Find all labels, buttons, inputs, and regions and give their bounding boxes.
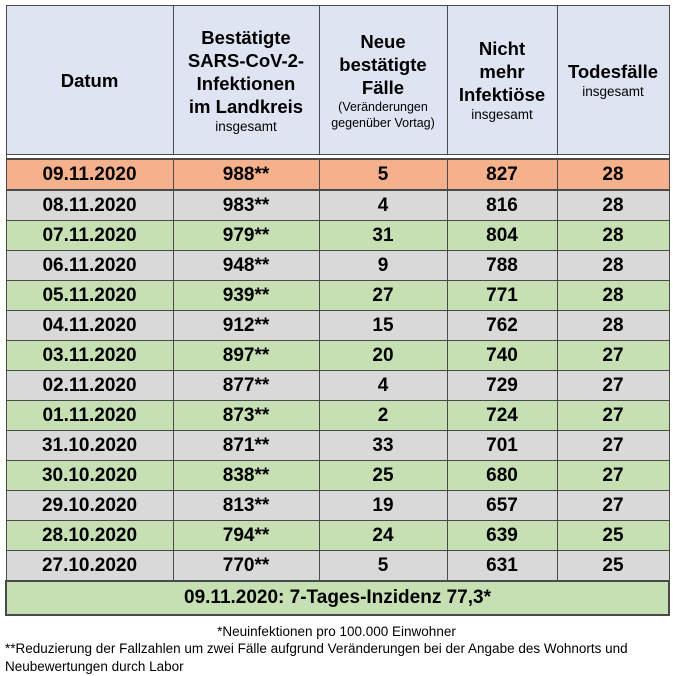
cell-bestaetigt: 897** <box>173 341 319 371</box>
header-neu-line: bestätigte <box>339 53 427 75</box>
cell-datum: 06.11.2020 <box>6 251 173 281</box>
cell-bestaetigt: 871** <box>173 431 319 461</box>
cell-datum: 02.11.2020 <box>6 371 173 401</box>
header-bestaetigt-line: Infektionen <box>196 72 296 94</box>
incidence-summary: 09.11.2020: 7-Tages-Inzidenz 77,3* <box>6 581 669 615</box>
footnote-reduction: **Reduzierung der Fallzahlen um zwei Fälle aufgrund Veränderungen bei der Angabe des Wohnorts und Neubewertungen durch Labor <box>5 641 628 674</box>
cell-tod: 28 <box>557 221 669 251</box>
cell-datum: 28.10.2020 <box>6 521 173 551</box>
cell-tod: 27 <box>557 401 669 431</box>
cell-nicht-mehr: 639 <box>447 521 557 551</box>
cell-neu: 33 <box>319 431 447 461</box>
cell-neu: 31 <box>319 221 447 251</box>
table-row <box>6 281 669 311</box>
header-datum-label: Datum <box>60 69 119 91</box>
cell-nicht-mehr: 729 <box>447 371 557 401</box>
cell-nicht-mehr: 827 <box>447 159 557 190</box>
cell-neu: 9 <box>319 251 447 281</box>
cell-bestaetigt: 988** <box>173 159 319 190</box>
header-bestaetigt-line: Bestätigte <box>201 26 291 48</box>
header-bestaetigt <box>173 6 319 155</box>
cell-nicht-mehr: 680 <box>447 461 557 491</box>
cell-neu: 4 <box>319 190 447 221</box>
cell-bestaetigt: 813** <box>173 491 319 521</box>
header-bestaetigt-sub: insgesamt <box>215 118 277 134</box>
header-row <box>6 6 669 155</box>
header-tod-label: Todesfälle <box>567 61 659 82</box>
cell-datum: 04.11.2020 <box>6 311 173 341</box>
cell-bestaetigt: 873** <box>173 401 319 431</box>
table-row <box>6 341 669 371</box>
table-row <box>6 491 669 521</box>
cell-tod: 28 <box>557 159 669 190</box>
table-row <box>6 431 669 461</box>
cell-datum: 30.10.2020 <box>6 461 173 491</box>
cell-datum: 08.11.2020 <box>6 190 173 221</box>
cell-datum: 29.10.2020 <box>6 491 173 521</box>
cell-neu: 5 <box>319 551 447 582</box>
cell-datum: 05.11.2020 <box>6 281 173 311</box>
cell-nicht-mehr: 657 <box>447 491 557 521</box>
cell-neu: 25 <box>319 461 447 491</box>
cell-nicht-mehr: 816 <box>447 190 557 221</box>
header-bestaetigt-line: SARS-CoV-2- <box>187 49 305 71</box>
cell-nicht-mehr: 771 <box>447 281 557 311</box>
table-row <box>6 521 669 551</box>
cell-tod: 28 <box>557 190 669 221</box>
cell-neu: 4 <box>319 371 447 401</box>
header-nicht-mehr-line: Nicht <box>478 38 526 59</box>
table-row <box>6 401 669 431</box>
cell-bestaetigt: 794** <box>173 521 319 551</box>
table-row <box>6 551 669 582</box>
incidence-row <box>6 581 669 615</box>
cell-bestaetigt: 912** <box>173 311 319 341</box>
header-nicht-mehr-line: Infektiöse <box>458 84 546 105</box>
cell-bestaetigt: 939** <box>173 281 319 311</box>
cell-tod: 25 <box>557 551 669 582</box>
cell-datum: 01.11.2020 <box>6 401 173 431</box>
cell-datum: 09.11.2020 <box>6 159 173 190</box>
cell-tod: 28 <box>557 281 669 311</box>
table-row <box>6 221 669 251</box>
cell-bestaetigt: 948** <box>173 251 319 281</box>
table-row <box>6 371 669 401</box>
cell-bestaetigt: 979** <box>173 221 319 251</box>
cell-neu: 27 <box>319 281 447 311</box>
cell-tod: 27 <box>557 371 669 401</box>
table-body <box>6 155 669 616</box>
cell-tod: 27 <box>557 341 669 371</box>
table-row <box>6 311 669 341</box>
header-nicht-mehr <box>447 6 557 155</box>
cell-neu: 5 <box>319 159 447 190</box>
cell-tod: 28 <box>557 311 669 341</box>
table-row <box>6 461 669 491</box>
cell-bestaetigt: 983** <box>173 190 319 221</box>
header-tod-sub: insgesamt <box>582 84 644 99</box>
cell-bestaetigt: 877** <box>173 371 319 401</box>
table-row <box>6 190 669 221</box>
cell-tod: 27 <box>557 491 669 521</box>
header-tod <box>557 6 669 155</box>
footnote-incidence: *Neuinfektionen pro 100.000 Einwohner <box>217 624 456 639</box>
cell-neu: 15 <box>319 311 447 341</box>
cell-nicht-mehr: 724 <box>447 401 557 431</box>
cell-datum: 03.11.2020 <box>6 341 173 371</box>
cell-nicht-mehr: 701 <box>447 431 557 461</box>
cell-neu: 24 <box>319 521 447 551</box>
header-neu-line: Fälle <box>361 76 405 98</box>
cell-datum: 27.10.2020 <box>6 551 173 582</box>
cell-nicht-mehr: 762 <box>447 311 557 341</box>
cell-neu: 2 <box>319 401 447 431</box>
header-neu-line: Neue <box>360 30 406 52</box>
table-row <box>6 159 669 190</box>
header-datum <box>6 6 173 155</box>
cell-datum: 31.10.2020 <box>6 431 173 461</box>
cell-tod: 27 <box>557 431 669 461</box>
cell-tod: 27 <box>557 461 669 491</box>
cell-bestaetigt: 770** <box>173 551 319 582</box>
cell-nicht-mehr: 740 <box>447 341 557 371</box>
header-nicht-mehr-sub: insgesamt <box>471 107 533 122</box>
header-neu-paren: gegenüber Vortag) <box>331 115 435 130</box>
cell-tod: 25 <box>557 521 669 551</box>
cell-nicht-mehr: 788 <box>447 251 557 281</box>
covid-statistics-table <box>5 5 670 616</box>
cell-neu: 20 <box>319 341 447 371</box>
header-bestaetigt-line: im Landkreis <box>188 95 304 117</box>
header-neu-paren: (Veränderungen <box>338 99 428 114</box>
cell-nicht-mehr: 631 <box>447 551 557 582</box>
header-nicht-mehr-line: mehr <box>479 61 525 82</box>
cell-nicht-mehr: 804 <box>447 221 557 251</box>
cell-neu: 19 <box>319 491 447 521</box>
cell-tod: 28 <box>557 251 669 281</box>
table-row <box>6 251 669 281</box>
cell-bestaetigt: 838** <box>173 461 319 491</box>
cell-datum: 07.11.2020 <box>6 221 173 251</box>
header-neu <box>319 6 447 155</box>
